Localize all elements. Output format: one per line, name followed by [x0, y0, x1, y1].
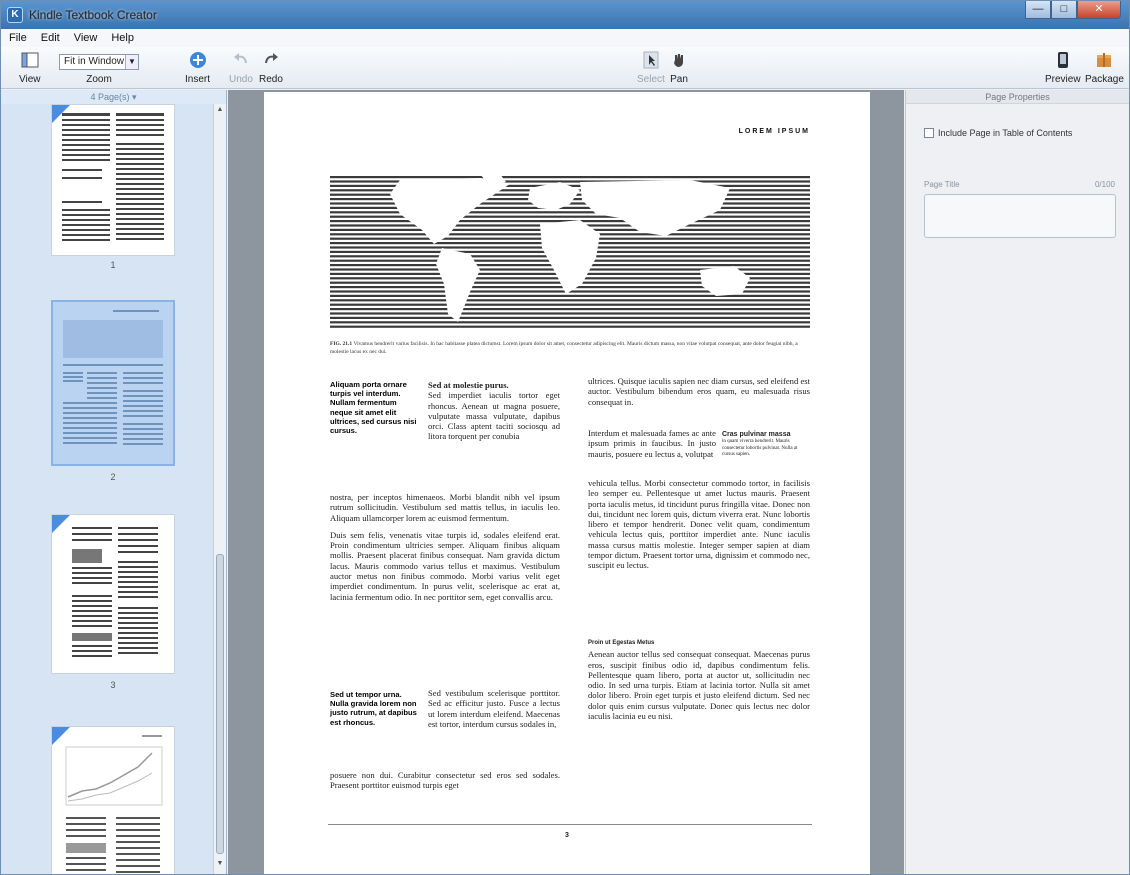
hand-icon — [669, 51, 689, 69]
chevron-down-icon: ▼ — [125, 55, 138, 69]
body-paragraph: Interdum et malesuada fames ac ante ipsum primis in faucibus. In justo mauris, posuere eu lectus a, volutpat — [588, 428, 716, 459]
undo-button[interactable] — [229, 51, 253, 85]
map-landmass — [436, 248, 480, 322]
menu-help[interactable]: Help — [111, 32, 134, 44]
package-button[interactable] — [1085, 51, 1124, 85]
text-column-left — [330, 492, 560, 682]
body-paragraph: Sed imperdiet iaculis tortor eget rhoncus. Aenean ut magna posuere, vulputate massa vulputate, dapibus orci. Class aptent taciti sociosqu ad litora torquent per conubia — [428, 390, 560, 442]
caption-text: Vivamus hendrerit varius facilisis. In hac habitasse platea dictumst. Lorem ipsum dolor sit amet, consectetur adipiscing elit. Mauris dictum massa, non vitae volutpat consequat, ante dolor feugiat nibh, a molestie lacus ex nec dui. — [330, 341, 798, 355]
thumbnail-preview — [52, 727, 175, 874]
thumbnail-preview — [53, 302, 173, 464]
text-column-upper — [428, 380, 560, 490]
page-title-input[interactable] — [924, 194, 1116, 238]
page-corner-marker — [52, 105, 70, 123]
redo-label: Redo — [259, 74, 283, 85]
section-title: Sed at molestie purus. — [428, 380, 509, 390]
pan-tool-button[interactable] — [669, 51, 689, 85]
minimize-icon[interactable]: — — [1025, 1, 1051, 19]
insert-label: Insert — [185, 74, 211, 85]
zoom-label: Zoom — [86, 74, 112, 85]
subsection-heading: Proin ut Egestas Metus — [588, 640, 655, 646]
page-thumbnail[interactable] — [51, 104, 175, 256]
chevron-down-icon: ▾ — [132, 92, 137, 102]
running-head: LOREM IPSUM — [738, 128, 810, 135]
toolbar — [1, 47, 1129, 89]
menu-file[interactable]: File — [9, 32, 27, 44]
body-paragraph: vehicula tellus. Morbi consectetur commodo tortor, in facilisis leo semper eu. Pellentesque ut amet luctus mauris. Praesent porta iaculis metus, id tincidunt purus fringilla vitae. Donec non dui, tincidunt nec lorem quis, dictum viverra erat. Nunc lobortis libero et tempor hendrerit. Donec velit quam, condimentum vehicula lectus quis, porttitor imperdiet ante. Nunc iaculis massa cursus mattis molestie. Integer semper sapien at diam tempor dictum. Praesent tortor urna, dignissim et commodo nec, suscipit eu lectus. — [588, 478, 810, 571]
side-heading: Aliquam porta ornare turpis vel interdum. Nullam fermentum neque sit amet elit ultrices, sed cursus nisi cursus. — [330, 380, 417, 436]
title-bar[interactable] — [1, 1, 1129, 29]
select-tool-button[interactable] — [637, 51, 665, 85]
body-paragraph: Aenean auctor tellus sed consequat consequat. Maecenas purus eros, suscipit finibus odio id, dapibus condimentum felis. Pellentesque quam libero, porta at auctor ut, sollicitudin nec odio. In sed urna turpis. Etiam at lacinia tortor. Nulla sit amet dolor libero. Proin eget turpis et justo eleifend dictum. Sed nec dolor quis enim cursus vulputate. Donec quis lectus nec dolor iaculis lacinia eu eu nisi. — [588, 649, 810, 722]
kindle-app-icon: K — [7, 7, 23, 23]
menu-edit[interactable]: Edit — [40, 32, 60, 44]
page-thumbnail[interactable] — [51, 514, 175, 674]
insert-button[interactable] — [185, 51, 210, 85]
text-column-lower — [428, 688, 560, 770]
text-column-right — [588, 376, 810, 426]
toc-checkbox[interactable] — [924, 128, 934, 138]
caption-label: FIG. 21.1 — [330, 341, 353, 347]
document-page[interactable] — [264, 92, 870, 874]
page-thumbnail-selected[interactable] — [51, 300, 175, 466]
preview-button[interactable] — [1045, 51, 1081, 85]
menu-view[interactable]: View — [73, 32, 98, 44]
pan-label: Pan — [670, 74, 688, 85]
view-label: View — [19, 74, 41, 85]
plus-circle-icon — [188, 51, 208, 69]
thumbnail-list — [1, 104, 213, 874]
world-map-figure[interactable] — [330, 174, 810, 330]
preview-label: Preview — [1045, 74, 1081, 85]
page-number: 3 — [565, 832, 569, 839]
page-count-text: 4 Page(s) — [90, 92, 130, 102]
cursor-arrow-icon — [641, 51, 661, 69]
zoom-value: Fit in Window — [64, 56, 125, 67]
page-title-label: Page Title — [924, 180, 960, 189]
scrollbar-thumb[interactable] — [216, 554, 224, 854]
toc-label: Include Page in Table of Contents — [938, 128, 1073, 138]
text-column-right-body — [588, 478, 810, 628]
map-landmass — [580, 180, 730, 236]
menu-bar — [1, 29, 1129, 47]
body-paragraph: nostra, per inceptos himenaeos. Morbi blandit nibh vel ipsum rutrum sollicitudin. Vestibulum sed mattis tellus, in iaculis leo. Aliquam ullamcorper lorem ac euismod fermentum. — [330, 492, 560, 523]
scroll-up-icon[interactable]: ▲ — [216, 106, 224, 113]
view-layout-icon — [20, 51, 40, 69]
close-icon[interactable]: ✕ — [1077, 1, 1121, 19]
body-paragraph: ultrices. Quisque iaculis sapien nec diam cursus, sed eleifend est auctor. Vestibulum bibendum eros quam, eu malesuada risus consequat in. — [588, 376, 810, 407]
body-paragraph: Duis sem felis, venenatis vitae turpis id, sodales eleifend erat. Proin condimentum ultricies semper. Aliquam finibus aliquam mollis. Praesent placerat finibus consequat. Nam gravida dictum lacus. Mauris commodo varius tellus et maximus. Vestibulum auctor metus non finibus commodo. Morbi varius velit eget imperdiet condimentum. In purus velit, scelerisque ac erat at, lacinia fermentum odio. In nec porttitor sem, eget convallis arcu. — [330, 529, 560, 602]
maximize-icon[interactable]: □ — [1051, 1, 1077, 19]
side-heading: Sed ut tempor urna. Nulla gravida lorem non justo rutrum, at dapibus est rhoncus. — [330, 690, 417, 727]
thumbnail-page-number: 3 — [110, 680, 116, 690]
page-canvas[interactable] — [228, 90, 904, 874]
select-label: Select — [637, 74, 665, 85]
thumbnail-preview — [52, 515, 175, 674]
undo-label: Undo — [229, 74, 253, 85]
page-properties-panel — [905, 90, 1129, 874]
body-paragraph: Sed vestibulum scelerisque porttitor. Sed ac efficitur justo. Fusce a lectus ut lorem interdum eleifend. Maecenas est tortor, interdum cursus sodales in, — [428, 688, 560, 729]
device-preview-icon — [1053, 51, 1073, 69]
text-column-left-end — [330, 770, 560, 800]
page-count-header[interactable] — [1, 90, 226, 104]
thumbnail-page-number: 2 — [110, 472, 116, 482]
thumbnail-preview — [52, 105, 175, 256]
figure-caption — [330, 340, 810, 356]
page-title-char-count: 0/100 — [1094, 180, 1115, 189]
page-thumbnail[interactable] — [51, 726, 175, 874]
page-corner-marker — [52, 727, 70, 745]
callout-box — [722, 430, 810, 478]
undo-icon — [231, 51, 251, 69]
callout-text: in quam viverra hendrerit. Mauris consectetur lobortis pulvinar. Nulla at cursus sapien. — [722, 439, 798, 457]
zoom-control — [59, 54, 139, 85]
callout-title: Cras pulvinar massa — [722, 431, 791, 438]
thumbnail-scrollbar[interactable] — [213, 104, 226, 874]
text-column-right-section — [588, 638, 810, 778]
page-thumbnails-panel — [1, 90, 227, 874]
body-paragraph: posuere non dui. Curabitur consectetur sed eros sed sodales. Praesent porttitor euismod turpis eget — [330, 770, 560, 791]
view-button[interactable] — [19, 51, 41, 85]
scroll-down-icon[interactable]: ▼ — [216, 860, 224, 867]
package-label: Package — [1085, 74, 1124, 85]
redo-button[interactable] — [259, 51, 283, 85]
thumbnail-page-number: 1 — [110, 260, 116, 270]
page-corner-marker — [52, 515, 70, 533]
zoom-select[interactable] — [59, 54, 139, 70]
text-column-right-wrap — [588, 428, 716, 478]
window-title: Kindle Textbook Creator — [29, 8, 157, 22]
panel-header: Page Properties — [906, 90, 1129, 104]
toc-checkbox-row[interactable] — [924, 128, 1072, 138]
package-box-icon — [1094, 51, 1114, 69]
footer-rule — [328, 824, 812, 825]
window-controls — [1025, 1, 1121, 21]
redo-icon — [261, 51, 281, 69]
